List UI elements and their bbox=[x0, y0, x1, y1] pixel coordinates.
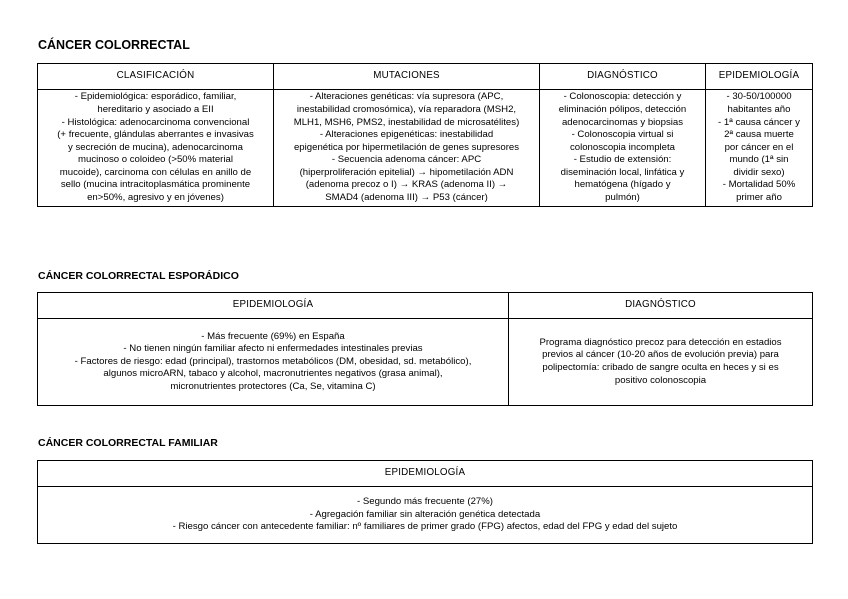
cell-diagnostico bbox=[509, 319, 813, 406]
header-epidemiologia: EPIDEMIOLOGÍA bbox=[38, 293, 509, 319]
text-line: (+ frecuente, glándulas aberrantes e invasivas bbox=[57, 129, 254, 141]
text-line: hematógena (hígado y bbox=[574, 179, 671, 191]
text-line: - Riesgo cáncer con antecedente familiar: nº familiares de primer grado (FPG) afectos, edad del FPG y edad del sujeto bbox=[172, 521, 678, 533]
text-line: micronutrientes protectores (Ca, Se, vitamina C) bbox=[170, 380, 376, 392]
text-line: - Alteraciones epigenéticas: inestabilidad bbox=[319, 129, 494, 141]
header-diagnostico: DIAGNÓSTICO bbox=[509, 293, 813, 319]
table-esporadico bbox=[37, 292, 813, 406]
text-line: - Más frecuente (69%) en España bbox=[201, 330, 345, 342]
text-line: - Colonoscopia: detección y bbox=[563, 91, 682, 103]
text-line: mucoide), carcinoma con células en anillo de bbox=[59, 166, 252, 178]
section-title-colorrectal: CÁNCER COLORRECTAL bbox=[38, 38, 190, 52]
table-colorrectal bbox=[37, 63, 813, 207]
text-line: eliminación pólipos, detección bbox=[558, 103, 687, 115]
cell-epidemiologia bbox=[38, 487, 813, 544]
text-line: hereditario y asociado a EII bbox=[97, 103, 214, 115]
text-line: sello (mucina intracitoplasmática prominente bbox=[60, 179, 251, 191]
text-line: inestabilidad cromosómica), vía reparadora (MSH2, bbox=[296, 103, 517, 115]
table-row bbox=[38, 319, 813, 406]
table-row bbox=[38, 487, 813, 544]
text-line: 2ª causa muerte bbox=[724, 129, 794, 141]
section-title-esporadico: CÁNCER COLORRECTAL ESPORÁDICO bbox=[38, 270, 239, 282]
text-line: (hiperproliferación epitelial) → hipometilación ADN bbox=[299, 166, 514, 178]
header-mutaciones: MUTACIONES bbox=[274, 64, 540, 90]
cell-epidemiologia bbox=[706, 90, 813, 207]
text-line: adenocarcinomas y biopsias bbox=[561, 116, 684, 128]
text-line: - 1ª causa cáncer y bbox=[718, 116, 800, 128]
table-familiar bbox=[37, 460, 813, 544]
text-line: SMAD4 (adenoma III) → P53 (cáncer) bbox=[325, 192, 488, 204]
text-line: - Mortalidad 50% bbox=[722, 179, 796, 191]
text-line: mucinoso o coloideo (>50% material bbox=[78, 154, 233, 166]
text-line: (adenoma precoz o I) → KRAS (adenoma II) → bbox=[305, 179, 508, 191]
text-line: - Histológica: adenocarcinoma convencional bbox=[61, 116, 250, 128]
text-line: dividir sexo) bbox=[733, 166, 785, 178]
text-line: epigenética por hipermetilación de genes supresores bbox=[293, 141, 520, 153]
cell-diagnostico bbox=[540, 90, 706, 207]
cell-mutaciones bbox=[274, 90, 540, 207]
text-line: pulmón) bbox=[605, 192, 640, 204]
text-line: - No tienen ningún familiar afecto ni enfermedades intestinales previas bbox=[123, 343, 423, 355]
text-line: primer año bbox=[736, 192, 782, 204]
text-line: colonoscopia incompleta bbox=[569, 141, 676, 153]
table-header-row bbox=[38, 293, 813, 319]
text-line: mundo (1ª sin bbox=[729, 154, 789, 166]
text-line: - Agregación familiar sin alteración genética detectada bbox=[309, 508, 541, 520]
text-line: - Secuencia adenoma cáncer: APC bbox=[331, 154, 482, 166]
text-line: polipectomía: cribado de sangre oculta en heces y si es bbox=[542, 362, 779, 373]
text-line: - Estudio de extensión: bbox=[573, 154, 672, 166]
text-line: - Epidemiológica: esporádico, familiar, bbox=[74, 91, 237, 103]
table-row bbox=[38, 90, 813, 207]
table-header-row bbox=[38, 461, 813, 487]
text-line: - Alteraciones genéticas: vía supresora (APC, bbox=[309, 91, 504, 103]
text-line: algunos microARN, tabaco y alcohol, macronutrientes negativos (grasa animal), bbox=[103, 368, 443, 380]
text-line: - Colonoscopia virtual si bbox=[571, 129, 674, 141]
section-title-familiar: CÁNCER COLORRECTAL FAMILIAR bbox=[38, 437, 218, 449]
cell-clasificacion bbox=[38, 90, 274, 207]
text-line: - Segundo más frecuente (27%) bbox=[357, 496, 493, 508]
text-line: previos al cáncer (10-20 años de evolución previa) para bbox=[542, 349, 779, 361]
text-line: - Factores de riesgo: edad (principal), trastornos metabólicos (DM, obesidad, sd. metabólico), bbox=[74, 355, 472, 367]
cell-epidemiologia bbox=[38, 319, 509, 406]
text-line: diseminación local, linfática y bbox=[560, 166, 685, 178]
header-clasificacion: CLASIFICACIÓN bbox=[38, 64, 274, 90]
text-line: en>50%, agresivo y en jóvenes) bbox=[87, 192, 224, 204]
table-header-row bbox=[38, 64, 813, 90]
text-line: MLH1, MSH6, PMS2, inestabilidad de microsatélites) bbox=[293, 116, 520, 128]
text-line: positivo colonoscopia bbox=[614, 374, 707, 386]
text-line: - 30-50/100000 bbox=[726, 91, 792, 103]
text-line: habitantes año bbox=[727, 103, 791, 115]
header-epidemiologia: EPIDEMIOLOGÍA bbox=[706, 64, 813, 90]
header-diagnostico: DIAGNÓSTICO bbox=[540, 64, 706, 90]
text-line: y secreción de mucina), adenocarcinoma bbox=[68, 141, 243, 153]
text-line: Programa diagnóstico precoz para detección en estadios bbox=[539, 336, 782, 348]
text-line: por cáncer en el bbox=[724, 141, 794, 153]
header-epidemiologia: EPIDEMIOLOGÍA bbox=[38, 461, 813, 487]
